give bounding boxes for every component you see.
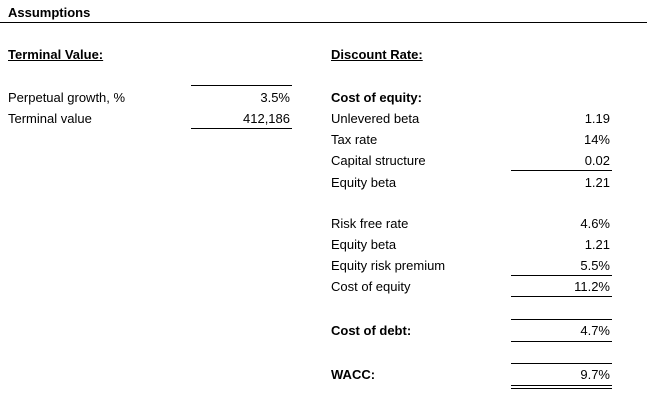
terminal-value-label: Terminal value xyxy=(8,111,92,126)
wacc-label: WACC: xyxy=(331,367,376,382)
cost-of-debt-bottom-border xyxy=(511,341,612,342)
terminal-value-value: 412,186 xyxy=(243,111,290,126)
capm-equity-beta-value: 1.21 xyxy=(584,237,610,252)
cost-of-equity-border xyxy=(511,296,612,297)
cost-of-equity-heading: Cost of equity: xyxy=(331,90,422,105)
unlevered-beta-value: 1.19 xyxy=(584,111,610,126)
terminal-bottom-border xyxy=(191,128,292,129)
perpetual-growth-label: Perpetual growth, % xyxy=(8,90,126,105)
capital-structure-value: 0.02 xyxy=(584,153,610,168)
capital-structure-border xyxy=(511,170,612,171)
tax-rate-label: Tax rate xyxy=(331,132,378,147)
capm-equity-beta-label: Equity beta xyxy=(331,237,397,252)
cost-of-debt-label: Cost of debt: xyxy=(331,323,412,338)
cost-of-debt-top-border xyxy=(511,319,612,320)
tax-rate-value: 14% xyxy=(583,132,610,147)
wacc-double-border xyxy=(511,385,612,389)
equity-risk-premium-border xyxy=(511,275,612,276)
equity-beta-label: Equity beta xyxy=(331,175,397,190)
equity-risk-premium-label: Equity risk premium xyxy=(331,258,446,273)
terminal-value-heading: Terminal Value: xyxy=(8,47,104,62)
sheet-title: Assumptions xyxy=(8,5,91,20)
terminal-top-border xyxy=(191,85,292,86)
risk-free-rate-label: Risk free rate xyxy=(331,216,409,231)
cost-of-debt-value: 4.7% xyxy=(580,323,610,338)
wacc-value: 9.7% xyxy=(580,367,610,382)
unlevered-beta-label: Unlevered beta xyxy=(331,111,420,126)
risk-free-rate-value: 4.6% xyxy=(580,216,610,231)
cost-of-equity-value: 11.2% xyxy=(574,279,610,294)
equity-beta-value: 1.21 xyxy=(584,175,610,190)
wacc-top-border xyxy=(511,363,612,364)
equity-risk-premium-value: 5.5% xyxy=(580,258,610,273)
title-divider xyxy=(0,22,647,23)
perpetual-growth-value: 3.5% xyxy=(260,90,290,105)
discount-rate-heading: Discount Rate: xyxy=(331,47,423,62)
cost-of-equity-label: Cost of equity xyxy=(331,279,411,294)
capital-structure-label: Capital structure xyxy=(331,153,426,168)
